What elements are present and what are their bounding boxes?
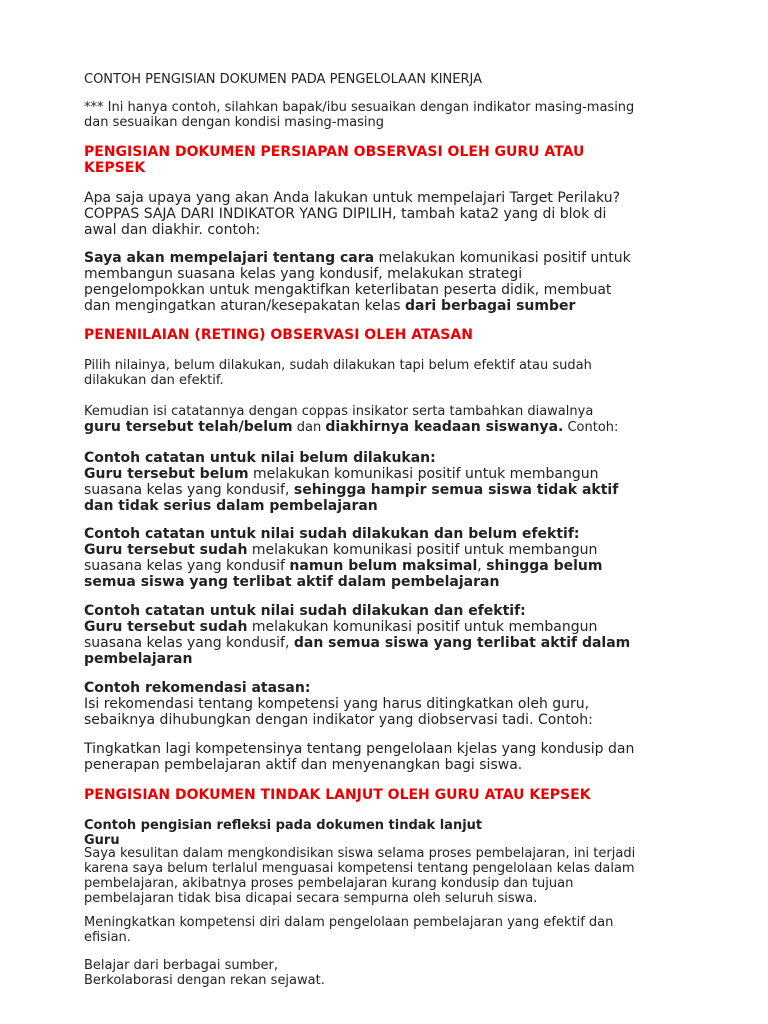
recommendation-label: Contoh rekomendasi atasan: <box>84 680 311 696</box>
example-bold-end: dari berbagai sumber <box>405 298 576 314</box>
example-done-effective: Contoh catatan untuk nilai sudah dilakukan dan efektif: Guru tersebut sudah melakukan komunikasi positif untuk membangun suasana kelas yang kondusif, dan semua siswa yang terlibat aktif dalam pembelajaran <box>84 603 684 667</box>
note-line-2: dan sesuaikan dengan kondisi masing-masing <box>84 115 385 130</box>
example-done-not-effective: Contoh catatan untuk nilai sudah dilakukan dan belum efektif: Guru tersebut sudah melakukan komunikasi positif untuk membangun suasana kelas yang kondusif namun belum maksimal, shingga belum semua siswa yang terlibat aktif dalam pembelajaran <box>84 526 684 590</box>
section3-label: Contoh pengisian refleksi pada dokumen tindak lanjut Guru <box>84 818 483 848</box>
example-not-done: Contoh catatan untuk nilai belum dilakukan: Guru tersebut belum melakukan komunikasi positif untuk membangun suasana kelas yang kondusif, sehingga hampir semua siswa tidak aktif dan tidak serius dalam pembelajaran <box>84 450 684 514</box>
recommendation-sample: Tingkatkan lagi kompetensinya tentang pengelolaan kjelas yang kondusip dan penerapan pembelajaran aktif dan menyenangkan bagi siswa. <box>84 741 635 773</box>
note-bold-1: guru tersebut telah/belum <box>84 419 293 435</box>
section1-intro: Apa saja upaya yang akan Anda lakukan untuk mempelajari Target Perilaku? COPPAS SAJA DARI INDIKATOR YANG DIPILIH, tambah kata2 yang di blok di awal dan diakhir. contoh: <box>84 190 621 238</box>
document-title: CONTOH PENGISIAN DOKUMEN PADA PENGELOLAAN KINERJA <box>84 72 483 87</box>
note-line-1: *** Ini hanya contoh, silahkan bapak/ibu sesuaikan dengan indikator masing-masing <box>84 100 635 115</box>
section2-note: Kemudian isi catatannya dengan coppas insikator serta tambahkan diawalnya guru tersebut telah/belum dan diakhirnya keadaan siswanya. Contoh: <box>84 404 619 435</box>
example-done-effective-label: Contoh catatan untuk nilai sudah dilakukan dan efektif: <box>84 603 526 619</box>
example-bold-start: Saya akan mempelajari tentang cara <box>84 250 375 266</box>
note-bold-2: diakhirnya keadaan siswanya. <box>325 419 564 435</box>
reflection-text: Saya kesulitan dalam mengkondisikan siswa selama proses pembelajaran, ini terjadi karena saya belum terlalul menguasai kompetensi tentang pengelolaan kelas dalam pembelajaran, akibatnya proses pembelajaran kurang kondusip dan tujuan pembelajaran tidak bisa dicapai secara sempurna oleh seluruh siswa. <box>84 846 636 906</box>
section1-example: Saya akan mempelajari tentang cara melakukan komunikasi positif untuk membangun suasana kelas yang kondusif, melakukan strategi pengelompokkan untuk mengaktifkan keterlibatan peserta didik, membuat dan mengingatkan aturan/kesepakatan kelas dari berbagai sumber <box>84 250 631 314</box>
improvement-text: Meningkatkan kompetensi diri dalam pengelolaan pembelajaran yang efektif dan efisian. <box>84 915 614 945</box>
example-done-not-effective-label: Contoh catatan untuk nilai sudah dilakukan dan belum efektif: <box>84 526 580 542</box>
example-not-done-label: Contoh catatan untuk nilai belum dilakukan: <box>84 450 436 466</box>
recommendation-example: Contoh rekomendasi atasan: Isi rekomendasi tentang kompetensi yang harus ditingkatkan oleh guru, sebaiknya dihubungkan dengan indikator yang diobservasi tadi. Contoh: <box>84 680 684 728</box>
section2-heading: PENENILAIAN (RETING) OBSERVASI OLEH ATASAN <box>84 327 473 343</box>
section1-heading: PENGISIAN DOKUMEN PERSIAPAN OBSERVASI OLEH GURU ATAU KEPSEK <box>84 144 585 176</box>
section3-heading: PENGISIAN DOKUMEN TINDAK LANJUT OLEH GURU ATAU KEPSEK <box>84 787 591 803</box>
section2-instructions: Pilih nilainya, belum dilakukan, sudah dilakukan tapi belum efektif atau sudah dilakukan dan efektif. <box>84 358 592 388</box>
disclaimer-note <box>84 100 684 130</box>
action-text: Belajar dari berbagai sumber, Berkolaborasi dengan rekan sejawat. <box>84 958 325 988</box>
